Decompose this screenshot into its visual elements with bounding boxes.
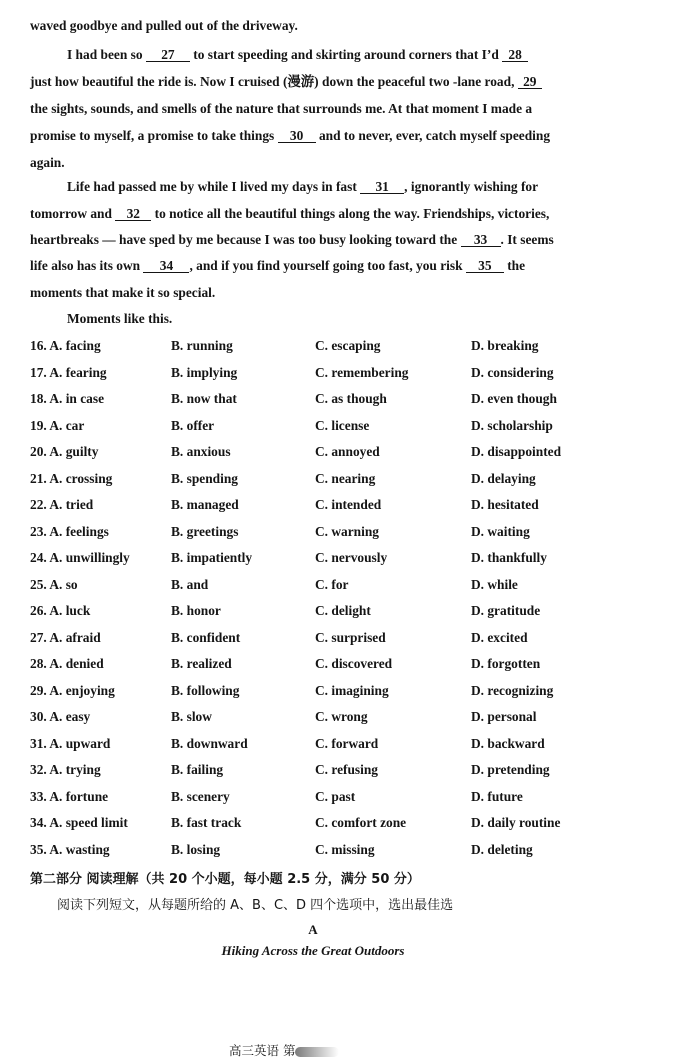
option-a: 34. A. speed limit [30, 815, 128, 830]
passage-title: Hiking Across the Great Outdoors [221, 943, 405, 958]
option-c: C. missing [315, 841, 375, 857]
option-d: D. backward [471, 735, 545, 751]
option-c: C. surprised [315, 629, 386, 645]
blank-33: 33 [461, 233, 501, 247]
option-b: B. following [171, 682, 240, 698]
option-c: C. license [315, 417, 370, 433]
blank-28: 28 [502, 48, 528, 62]
option-a: 35. A. wasting [30, 841, 110, 857]
passage-line: just how beautiful the ride is. Now I cruised (漫游) down the peaceful two -lane road, 29 [30, 74, 542, 90]
option-b: B. running [171, 338, 233, 353]
option-d: D. forgotten [471, 656, 541, 671]
option-c: C. intended [315, 497, 382, 512]
page-footer [229, 1041, 339, 1059]
question-row-22 [0, 496, 675, 514]
option-d: D. excited [471, 629, 528, 645]
question-row-18 [0, 390, 675, 408]
option-d: D. while [471, 576, 518, 592]
option-c: C. nearing [315, 470, 376, 486]
option-b: B. impatiently [171, 550, 253, 565]
option-c: C. warning [315, 523, 379, 539]
option-b: B. now that [171, 391, 237, 406]
question-row-23 [0, 523, 675, 541]
question-row-27 [0, 629, 675, 647]
option-d: D. considering [471, 364, 554, 380]
question-row-35 [0, 841, 675, 859]
option-b: B. losing [171, 841, 221, 857]
passage-line: Life had passed me by while I lived my days in fast 31 , ignorantly wishing for [67, 179, 539, 194]
option-b: B. downward [171, 735, 248, 751]
option-a: 29. A. enjoying [30, 682, 115, 698]
option-b: B. greetings [171, 523, 239, 539]
section-heading: 第二部分 阅读理解（共 20 个小题，每小题 2.5 分，满分 50 分） [30, 872, 420, 887]
question-row-17 [0, 364, 675, 382]
footer-text: 高三英语 第 [229, 1043, 296, 1058]
question-row-21 [0, 470, 675, 488]
blank-29: 29 [518, 75, 542, 89]
option-c: C. escaping [315, 338, 381, 353]
option-b: B. fast track [171, 815, 242, 830]
option-b: B. managed [171, 497, 239, 512]
passage-line: the sights, sounds, and smells of the nature that surrounds me. At that moment I made a [30, 101, 533, 116]
option-a: 17. A. fearing [30, 364, 107, 380]
question-row-19 [0, 417, 675, 435]
passage-line: again. [30, 155, 65, 170]
option-b: B. confident [171, 629, 241, 645]
passage-line: promise to myself, a promise to take things 30 and to never, ever, catch myself speeding [30, 128, 551, 143]
option-b: B. slow [171, 709, 212, 724]
blank-32: 32 [115, 207, 151, 221]
option-a: 27. A. afraid [30, 629, 101, 645]
blank-31: 31 [360, 180, 404, 194]
option-d: D. waiting [471, 523, 530, 539]
option-c: C. past [315, 788, 356, 804]
question-row-31 [0, 735, 675, 753]
question-row-26 [0, 602, 675, 620]
passage-line: waved goodbye and pulled out of the driveway. [30, 18, 298, 33]
option-a: 23. A. feelings [30, 523, 109, 539]
question-row-20 [0, 443, 675, 461]
option-c: C. discovered [315, 656, 393, 671]
option-a: 28. A. denied [30, 656, 104, 671]
option-b: B. and [171, 576, 209, 592]
option-d: D. personal [471, 709, 537, 724]
option-b: B. implying [171, 364, 238, 380]
option-d: D. hesitated [471, 497, 539, 512]
option-d: D. gratitude [471, 603, 541, 618]
section-instruction: 阅读下列短文，从每题所给的 A、B、C、D 四个选项中，选出最佳选 [57, 898, 454, 913]
blank-30: 30 [278, 129, 316, 143]
option-d: D. disappointed [471, 444, 562, 459]
option-a: 21. A. crossing [30, 470, 113, 486]
option-a: 18. A. in case [30, 391, 105, 406]
option-b: B. failing [171, 762, 224, 777]
option-a: 32. A. trying [30, 762, 101, 777]
option-d: D. future [471, 788, 523, 804]
option-b: B. offer [171, 417, 215, 433]
option-a: 22. A. tried [30, 497, 94, 512]
blank-35: 35 [466, 259, 504, 273]
option-b: B. scenery [171, 788, 230, 804]
scan-smudge [295, 1047, 339, 1057]
option-d: D. pretending [471, 762, 550, 777]
question-row-24 [0, 549, 675, 567]
option-a: 16. A. facing [30, 338, 101, 353]
option-d: D. daily routine [471, 815, 561, 830]
blank-34: 34 [143, 259, 189, 273]
option-a: 24. A. unwillingly [30, 550, 130, 565]
passage-line: heartbreaks — have sped by me because I was too busy looking toward the 33 . It seems [30, 232, 554, 247]
question-row-29 [0, 682, 675, 700]
option-d: D. recognizing [471, 682, 554, 698]
option-b: B. realized [171, 656, 232, 671]
option-c: C. annoyed [315, 444, 380, 459]
blank-27: 27 [146, 48, 190, 62]
option-c: C. remembering [315, 364, 409, 380]
option-d: D. thankfully [471, 550, 547, 565]
option-c: C. comfort zone [315, 815, 407, 830]
question-row-30 [0, 708, 675, 726]
option-d: D. delaying [471, 470, 536, 486]
passage-line: I had been so 27 to start speeding and skirting around corners that I’d 28 [67, 47, 528, 63]
option-c: C. wrong [315, 709, 368, 724]
option-a: 31. A. upward [30, 735, 111, 751]
passage-line: tomorrow and 32 to notice all the beautiful things along the way. Friendships, victories, [30, 206, 550, 221]
option-c: C. as though [315, 391, 387, 406]
question-row-33 [0, 788, 675, 806]
option-d: D. breaking [471, 338, 539, 353]
question-row-16 [0, 337, 675, 355]
passage-line: moments that make it so special. [30, 285, 216, 300]
option-c: C. forward [315, 735, 379, 751]
option-c: C. refusing [315, 762, 378, 777]
option-a: 26. A. luck [30, 603, 91, 618]
option-d: D. deleting [471, 841, 533, 857]
option-a: 30. A. easy [30, 709, 91, 724]
option-c: C. for [315, 576, 349, 592]
option-b: B. spending [171, 470, 238, 486]
passage-line: life also has its own 34 , and if you find yourself going too fast, you risk 35 the [30, 258, 526, 273]
question-row-25 [0, 576, 675, 594]
option-a: 33. A. fortune [30, 788, 109, 804]
question-row-34 [0, 814, 675, 832]
option-a: 25. A. so [30, 576, 78, 592]
option-d: D. scholarship [471, 417, 553, 433]
passage-line: Moments like this. [67, 311, 173, 326]
option-d: D. even though [471, 391, 557, 406]
option-c: C. delight [315, 603, 371, 618]
passage-label: A [308, 922, 318, 937]
question-row-32 [0, 761, 675, 779]
question-row-28 [0, 655, 675, 673]
option-b: B. honor [171, 603, 221, 618]
option-a: 20. A. guilty [30, 444, 99, 459]
option-c: C. nervously [315, 550, 388, 565]
option-a: 19. A. car [30, 417, 85, 433]
option-c: C. imagining [315, 682, 389, 698]
option-b: B. anxious [171, 444, 231, 459]
